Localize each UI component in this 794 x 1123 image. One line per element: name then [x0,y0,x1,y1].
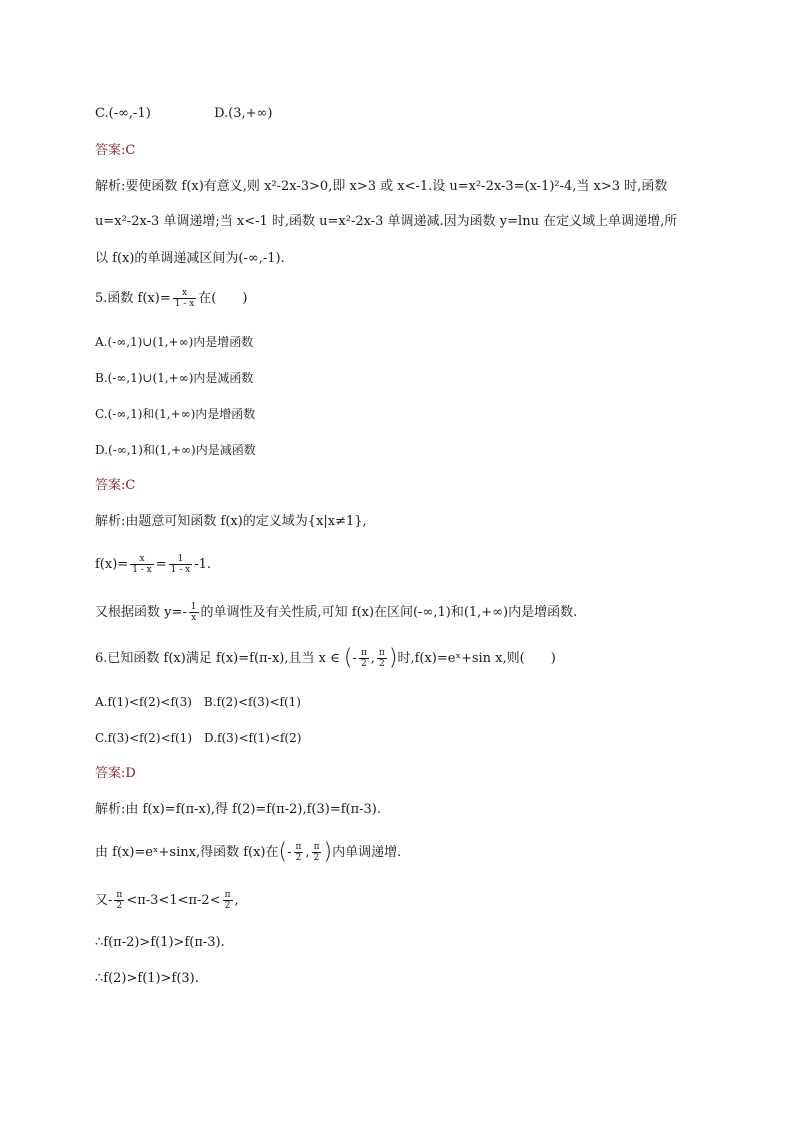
q6-interval-minus: - [352,651,357,666]
q6-answer: 答案:D [95,766,136,781]
q5-line3-prefix: 又根据函数 y=- [95,605,187,620]
q6-line2-left-num: π [295,842,302,852]
q6-line2-close-paren: ) [323,839,333,865]
q5-eq-frac1-num: x [130,554,154,565]
q6-stem-suffix: 时,f(x)=eˣ+sin x,则( ) [397,651,556,666]
q5-stem-frac-den: 1 - x [174,299,195,309]
q6-line2-right-den: 2 [313,853,320,863]
q6-stem [95,645,556,671]
q5-line3-frac-num: 1 [190,602,197,612]
q5-eq-fraction-1 [130,554,154,575]
q5-line3-fraction [189,602,199,623]
q6-explanation-line2 [95,839,402,865]
q6-line2-comma: , [305,845,310,860]
q6-line2-right-num: π [313,842,320,852]
q4-explanation-line3: 以 f(x)的单调递减区间为(-∞,-1). [95,251,285,266]
q5-eq-frac2-den: 1 - x [170,565,191,575]
q5-explanation-line3 [95,602,577,623]
q5-eq-frac1-den: 1 - x [132,565,152,575]
q6-options-ab: A.f(1)<f(2)<f(3) B.f(2)<f(3)<f(1) [95,695,301,709]
q6-explanation-line1: 解析:由 f(x)=f(π-x),得 f(2)=f(π-2),f(3)=f(π-3). [95,802,382,817]
q5-stem-prefix: 5.函数 f(x)= [95,291,171,306]
q6-line3-left-num: π [116,890,123,900]
q6-interval-right-fraction [377,648,387,669]
q5-line3-suffix: 的单调性及有关性质,可知 f(x)在区间(-∞,1)和(1,+∞)内是增函数. [200,605,578,620]
q6-int-right-num: π [378,648,385,658]
q6-options-cd: C.f(3)<f(2)<f(1) D.f(3)<f(1)<f(2) [95,731,302,745]
q6-line2-left-den: 2 [295,853,302,863]
q6-explanation-line4: ∴f(π-2)>f(1)>f(π-3). [95,935,225,950]
q4-option-d: D.(3,+∞) [214,106,273,121]
q5-eq-fraction-2 [169,554,193,575]
q5-stem-frac-num: x [173,288,197,299]
q5-option-d: D.(-∞,1)和(1,+∞)内是减函数 [95,443,256,457]
q4-answer: 答案:C [95,143,136,158]
q6-stem-prefix: 6.已知函数 f(x)满足 f(x)=f(π-x),且当 x ∈ [95,651,340,666]
q6-line3-left-fraction [114,890,124,911]
q6-line2-minus: - [287,845,292,860]
q6-explanation-line3 [95,890,239,911]
q4-explanation-line2: u=x²-2x-3 单调递增;当 x<-1 时,函数 u=x²-2x-3 单调递减.因为函数 y=lnu 在定义域上单调递增,所 [95,214,678,229]
q5-explanation-equation [95,554,211,575]
q4-option-c: C.(-∞,-1) [95,106,151,121]
q5-answer: 答案:C [95,478,136,493]
q6-interval-open-paren: ( [343,645,353,671]
q6-line2-left-fraction [294,842,304,863]
q6-line3-left-den: 2 [116,901,123,911]
q5-eq-mid: = [155,557,167,572]
q5-option-a: A.(-∞,1)∪(1,+∞)内是增函数 [95,335,254,349]
q6-interval-left-fraction [359,648,369,669]
q5-explanation-line1: 解析:由题意可知函数 f(x)的定义域为{x|x≠1}, [95,514,367,529]
q6-explanation-line5: ∴f(2)>f(1)>f(3). [95,971,199,986]
q6-line3-prefix: 又- [95,893,113,908]
q5-option-b: B.(-∞,1)∪(1,+∞)内是减函数 [95,371,254,385]
q4-options-cd [95,104,272,124]
q6-line2-prefix: 由 f(x)=eˣ+sinx,得函数 f(x)在 [95,845,279,860]
q6-line3-right-num: π [224,890,231,900]
q5-eq-frac2-num: 1 [169,554,193,565]
q5-eq-suffix: -1. [194,557,212,572]
q4-explanation-line1: 解析:要使函数 f(x)有意义,则 x²-2x-3>0,即 x>3 或 x<-1.设 u=x²-2x-3=(x-1)²-4,当 x>3 时,函数 [95,179,668,194]
q6-line2-right-fraction [312,842,322,863]
q6-line2-suffix: 内单调递增. [332,845,402,860]
q5-stem [95,288,247,309]
q6-line3-right-fraction [223,890,233,911]
q6-int-left-num: π [360,648,367,658]
q6-interval-comma: , [370,651,375,666]
q6-int-left-den: 2 [360,659,367,669]
q6-line3-suffix: , [234,893,239,908]
q6-line2-open-paren: ( [278,839,288,865]
q6-line3-mid: <π-3<1<π-2< [126,893,221,908]
q6-int-right-den: 2 [379,659,385,669]
q5-option-c: C.(-∞,1)和(1,+∞)内是增函数 [95,407,256,421]
q5-line3-frac-den: x [191,613,197,623]
q6-line3-right-den: 2 [224,901,231,911]
q5-stem-suffix: 在( ) [198,291,248,306]
q5-stem-fraction [173,288,197,309]
q5-eq-prefix: f(x)= [95,557,129,572]
q6-interval-close-paren: ) [388,645,398,671]
